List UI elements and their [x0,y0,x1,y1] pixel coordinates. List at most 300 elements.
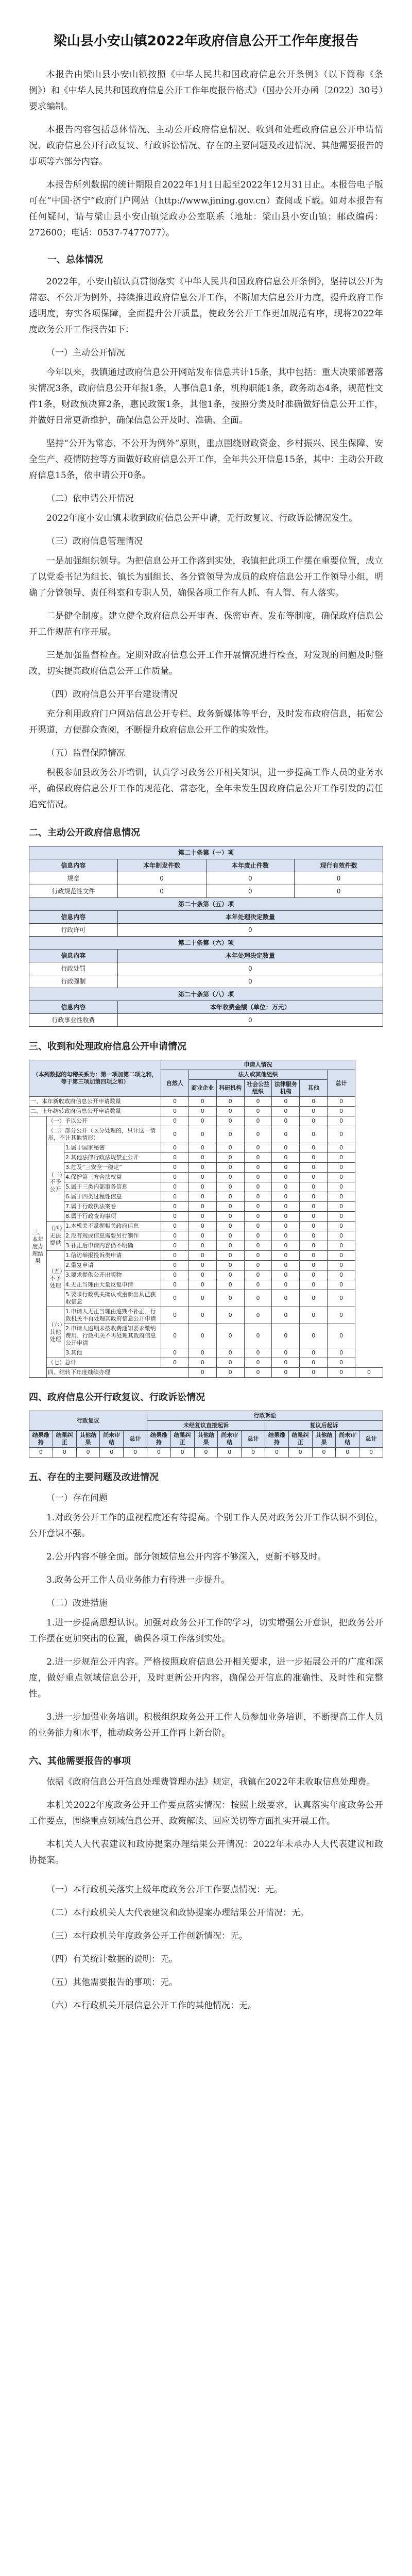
table-cell: 0 [300,1097,328,1107]
table-cell: 0 [188,1097,216,1107]
table-title: 第二十条第（一）项 [29,846,383,859]
table-cell: 0 [170,1448,194,1458]
table-header: 本年处理决定数量 [117,950,383,962]
section-heading: 五、存在的主要问题及改进情况 [29,1472,159,1483]
table-cell: 0 [272,1173,300,1182]
table-cell: 0 [216,1173,244,1182]
table-cell: 0 [244,1202,272,1212]
table-cell: 0 [76,1448,100,1458]
table-row [29,1097,383,1107]
table-cell: 0 [188,1173,216,1182]
table-header: 信息内容 [29,911,118,924]
table-cell: 0 [244,1182,272,1192]
note-paragraph: （六）本行政机关开展信息公开工作的其他情况：无。 [46,2001,256,2011]
table-cell: 0 [188,1153,216,1163]
table-cell: 0 [161,1107,189,1116]
table-cell: 0 [300,1251,328,1261]
table-corner-note: （本列数据的勾稽关系为：第一项加第二项之和，等于第三项加第四项之和） [29,1060,161,1097]
table-cell: 0 [328,1182,355,1192]
table-cell: 0 [216,1231,244,1241]
active-disclosure-table [29,846,383,1027]
table-cell: 0 [216,1212,244,1222]
table-cell: 0 [188,1368,216,1378]
table-cell: 0 [288,1448,312,1458]
review-litigation-table [29,1411,383,1458]
table-cell: 0 [328,1231,355,1241]
table-cell: 0 [300,1231,328,1241]
table-cell: 0 [328,1280,355,1290]
table-cell: 0 [244,1324,272,1348]
table-cell: 0 [161,1192,189,1202]
table-cell: 0 [244,1143,272,1153]
table-cell: 0 [188,1182,216,1192]
row-label: 2.重复申请 [64,1261,161,1270]
table-header: 结果纠正 [170,1431,194,1448]
table-header: 本年制发件数 [117,859,206,872]
table-cell: 0 [355,1368,383,1378]
row-label: 四、结转下年度继续办理 [47,1368,189,1378]
table-header: 法律服务机构 [272,1080,300,1097]
body-paragraph: 2.进一步规范公开内容。严格按照政府信息公开相关要求，进一步拓展公开的广度和深度，做好重点领域信息公开，及时更新公开内容，确保公开信息的准确性、及时性和完整性。 [29,1657,383,1699]
table-cell: 0 [161,1212,189,1222]
table-cell: 0 [300,1153,328,1163]
table-title: 第二十条第（六）项 [29,937,383,950]
table-cell: 0 [161,1241,189,1251]
table-cell: 行政事业性收费 [29,1014,118,1027]
table-cell: 0 [161,1202,189,1212]
table-cell: 0 [244,1280,272,1290]
table-header: 自然人 [161,1070,189,1097]
table-cell: 0 [272,1368,300,1378]
table-cell: 0 [244,1358,272,1368]
table-header: 科研机构 [216,1080,244,1097]
row-label: （七）总计 [47,1358,161,1368]
table-header: 复议后起诉 [265,1421,383,1431]
sub-heading: （三）政府信息管理情况 [46,536,143,547]
table-cell: 0 [161,1307,189,1324]
table-header: 本年收费金额（单位：万元） [117,1001,383,1014]
table-row [29,1448,383,1458]
body-paragraph: 三是加强监督检查。定期对政府信息公开工作开展情况进行检查，对发现的问题及时整改，切实提高政府信息公开工作质量。 [29,650,383,676]
table-cell: 0 [216,1163,244,1173]
table-cell: 0 [300,1307,328,1324]
body-paragraph: 坚持“公开为常态、不公开为例外”原则，重点围绕财政资金、乡村振兴、民生保障、安全生产、疫情防控等方面做好政府信息公开工作，全年共公开信息15条，其中：主动公开政府信息15条，依申请公开0条。 [29,438,383,481]
table-cell: 0 [216,1202,244,1212]
table-cell: 0 [244,1368,272,1378]
table-header: 本年废止件数 [206,859,295,872]
table-cell: 0 [188,1202,216,1212]
row-label: 1.本机关不掌握相关政府信息 [64,1222,161,1231]
table-row [29,1014,383,1027]
section-heading: 四、政府信息公开行政复议、行政诉讼情况 [29,1392,205,1403]
table-cell: 0 [328,1143,355,1153]
table-cell: 0 [244,1173,272,1182]
table-cell: 0 [272,1182,300,1192]
sub-heading: （五）监督保障情况 [46,748,125,758]
table-cell: 0 [188,1143,216,1153]
table-cell: 行政规范性文件 [29,885,118,898]
table-cell: 0 [300,1270,328,1280]
row-label: 6.属于四类过程性信息 [64,1192,161,1202]
table-cell: 0 [29,1448,53,1458]
table-cell: 0 [300,1182,328,1192]
table-cell: 0 [100,1448,124,1458]
table-cell: 0 [295,872,383,885]
table-cell: 0 [300,1126,328,1143]
table-cell: 0 [272,1290,300,1307]
table-cell: 0 [188,1222,216,1231]
body-paragraph: 1.对政务公开工作的重视程度还有待提高。个别工作人员对政务公开工作认识不到位，公开意识不强。 [29,1513,383,1539]
section-lead: 2022年，小安山镇认真贯彻落实《中华人民共和国政府信息公开条例》，坚持以公开为常态、不公开为例外，持续推进政府信息公开工作，不断加大信息公开力度，提升政府工作透明度，夯实各项保障，全面提升公开质量，使政务公开工作更加规范有序，现将2022年度政务公开工作报告如下： [29,277,383,335]
table-row [29,1307,383,1324]
table-cell: 0 [161,1324,189,1348]
table-cell: 0 [265,1448,288,1458]
table-cell: 0 [244,1270,272,1280]
table-row [29,1358,383,1368]
table-header: 本年处理决定数量 [117,911,383,924]
table-header: 其他结果 [312,1431,336,1448]
table-cell: 0 [161,1153,189,1163]
table-row [29,1163,383,1173]
row-subgroup-label: （五）不予处理 [47,1251,64,1307]
table-header: 信息内容 [29,859,118,872]
row-label: 4.保护第三方合法权益 [64,1173,161,1182]
table-cell: 0 [272,1358,300,1368]
table-cell: 0 [244,1116,272,1126]
body-paragraph: 积极参加县政务公开培训，认真学习政务公开相关知识，进一步提高工作人员的业务水平，确保政府信息公开工作的规范化、常态化，全年未发生因政府信息公开工作引发的责任追究情况。 [29,768,383,810]
row-label: 1.信访举报投诉类申请 [64,1251,161,1261]
table-header: 结果维持 [147,1431,170,1448]
body-paragraph: 今年以来，我镇通过政府信息公开网站发布信息共计15条，其中包括：重大决策部署落实情况3条，政府信息公开年报1条，人事信息1条，机构职能1条，政务动态4条，规范性文件1条，财政预决算2条，惠民政策1条，其他1条，按照分类及时准确做好信息公开工作，并做好日常更新维护，确保信息公开及时、准确、全面。 [29,367,383,426]
table-cell: 0 [117,1014,383,1027]
body-paragraph: 2022年度小安山镇未收到政府信息公开申请，无行政复议、行政诉讼情况发生。 [46,513,358,523]
row-label: （一）予以公开 [47,1116,161,1126]
table-cell: 0 [216,1307,244,1324]
table-header: 结果纠正 [288,1431,312,1448]
table-cell: 0 [300,1324,328,1348]
table-cell: 0 [244,1192,272,1202]
intro-paragraph: 本报告内容包括总体情况、主动公开政府信息情况、收到和处理政府信息公开申请情况、政府信息公开行政复议、行政诉讼情况、存在的主要问题及改进情况、其他需要报告的事项等六部分内容。 [29,125,383,167]
table-header: 法人或其他组织 [188,1070,327,1080]
table-cell: 0 [117,885,206,898]
table-cell: 0 [161,1097,189,1107]
row-label: 4.无正当理由大量反复申请 [64,1280,161,1290]
table-cell: 0 [272,1202,300,1212]
table-cell: 0 [272,1222,300,1231]
table-cell: 0 [244,1241,272,1251]
table-cell: 0 [216,1182,244,1192]
table-cell: 0 [272,1143,300,1153]
body-paragraph: 1.进一步提高思想认识。加强对政务公开工作的学习，切实增强公开意识，把政务公开工作摆在更加突出的位置，确保各项工作落到实处。 [29,1618,383,1644]
table-cell: 0 [300,1212,328,1222]
table-cell: 0 [124,1448,147,1458]
section-heading: 六、其他需要报告的事项 [29,1756,131,1767]
row-label: 3.其他 [64,1348,161,1358]
table-cell: 0 [188,1358,216,1368]
table-row [29,1107,383,1116]
table-cell: 0 [147,1448,170,1458]
table-cell: 0 [161,1143,189,1153]
table-cell: 0 [244,1231,272,1241]
table-header: 结果维持 [265,1431,288,1448]
table-cell: 0 [117,924,383,937]
table-row [29,885,383,898]
note-paragraph: （二）本行政机关人大代表建议和政协提案办理结果公开情况：无。 [46,1908,309,1918]
section-heading: 一、总体情况 [47,255,103,265]
table-row [29,1290,383,1307]
table-cell: 0 [359,1448,383,1458]
sub-heading: （一）存在问题 [46,1493,108,1503]
table-header: 商业企业 [188,1080,216,1097]
table-cell: 行政强制 [29,975,118,988]
table-row [29,872,383,885]
table-row [29,1143,383,1153]
table-row [29,1270,383,1280]
table-cell: 0 [272,1116,300,1126]
table-cell: 0 [188,1192,216,1202]
table-cell: 0 [328,1116,355,1126]
table-cell: 0 [328,1163,355,1173]
table-cell: 0 [244,1222,272,1231]
table-cell: 0 [272,1097,300,1107]
table-cell: 0 [328,1358,355,1368]
row-label: 8.属于行政查询事项 [64,1212,161,1222]
table-cell: 0 [272,1212,300,1222]
table-header: 总计 [124,1431,147,1448]
intro-paragraph: 本报告由梁山县小安山镇按照《中华人民共和国政府信息公开条例》（以下简称《条例》）和《中华人民共和国政府信息公开工作年度报告格式》（国办公开办函〔2022〕30号）要求编制。 [29,70,383,112]
row-subgroup-label: （四）无法提供 [47,1222,64,1251]
table-cell: 0 [328,1368,355,1378]
table-row [29,1222,383,1231]
body-paragraph: 2.公开内容不够全面。部分领域信息公开内容不够深入，更新不够及时。 [46,1552,327,1562]
row-label: 7.属于行政执法案卷 [64,1202,161,1212]
table-cell: 0 [188,1251,216,1261]
table-cell: 0 [328,1251,355,1261]
section-heading: 二、主动公开政府信息情况 [29,827,140,838]
row-label: 二、上年结转政府信息公开申请数量 [29,1107,161,1116]
table-cell: 0 [300,1192,328,1202]
table-cell: 0 [206,885,295,898]
table-cell: 0 [216,1116,244,1126]
table-cell: 0 [188,1307,216,1324]
table-row [29,1368,383,1378]
table-cell: 0 [300,1202,328,1212]
table-cell: 0 [328,1202,355,1212]
table-cell: 0 [328,1107,355,1116]
table-title: 第二十条第（八）项 [29,988,383,1001]
table-cell: 0 [244,1251,272,1261]
table-cell: 0 [336,1448,359,1458]
row-label: 2.没有现成信息需要另行制作 [64,1231,161,1241]
table-cell: 0 [328,1348,355,1358]
sub-heading: （四）政府信息公开平台建设情况 [46,689,178,700]
table-cell: 0 [161,1261,189,1270]
table-header: 尚未审结 [218,1431,242,1448]
row-label: 3.要求提供公开出版物 [64,1270,161,1280]
table-cell: 0 [117,962,383,975]
table-cell: 0 [161,1290,189,1307]
table-cell: 0 [272,1126,300,1143]
table-cell: 0 [216,1270,244,1280]
row-label: （二）部分公开（区分处理的，只计这一情形，不计其他情形） [47,1126,161,1143]
table-cell: 0 [300,1290,328,1307]
body-paragraph: 本机关人大代表建议和政协提案办理结果公开情况：2022年未承办人大代表建议和政协提案。 [29,1839,383,1866]
table-cell: 0 [244,1097,272,1107]
table-cell: 0 [216,1358,244,1368]
table-cell: 0 [328,1192,355,1202]
table-cell: 0 [244,1153,272,1163]
row-label: 1.属于国家秘密 [64,1143,161,1153]
table-header: 结果维持 [29,1431,53,1448]
table-cell: 0 [328,1222,355,1231]
table-cell: 0 [272,1107,300,1116]
table-row [29,1231,383,1241]
table-cell: 0 [161,1280,189,1290]
table-cell: 0 [272,1192,300,1202]
table-cell: 0 [300,1368,328,1378]
table-cell: 0 [216,1126,244,1143]
body-paragraph: 充分利用政府门户网站信息公开专栏、政务新媒体等平台，及时发布政府信息，拓宽公开渠道，方便群众查阅，不断提升政府信息公开工作的实效性。 [29,709,383,735]
table-cell: 0 [188,1324,216,1348]
table-header: 其他 [300,1080,328,1097]
table-cell: 0 [272,1153,300,1163]
table-cell: 0 [161,1222,189,1231]
table-cell: 0 [206,872,295,885]
table-cell: 0 [295,885,383,898]
table-row [29,1153,383,1163]
table-cell: 0 [300,1348,328,1358]
note-paragraph: （三）本行政机关年度政务公开工作创新情况：无。 [46,1931,248,1941]
row-subgroup-label: （三）不予公开 [47,1143,64,1222]
table-header: 总计 [359,1431,383,1448]
table-cell: 0 [216,1097,244,1107]
table-cell: 0 [244,1261,272,1270]
table-cell: 0 [188,1280,216,1290]
table-cell: 0 [272,1163,300,1173]
row-label: 2.申请人逾期未按收费通知要求缴纳费用、行政机关不再处理其政府信息公开申请 [64,1324,161,1348]
table-row [29,1324,383,1348]
table-cell: 0 [328,1097,355,1107]
note-paragraph: （五）其他需要报告的事项：无。 [46,1977,178,1988]
table-cell: 0 [328,1153,355,1163]
table-row [29,1192,383,1202]
table-cell: 0 [244,1290,272,1307]
table-row [29,1126,383,1143]
sub-heading: （二）依申请公开情况 [46,494,134,504]
table-cell: 0 [328,1324,355,1348]
table-cell: 0 [161,1348,189,1358]
table-header: 信息内容 [29,1001,118,1014]
table-cell: 0 [161,1182,189,1192]
body-paragraph: 本机关2022年度政务公开工作要点落实情况：按照上级要求，认真落实年度政务公开工作要点，围绕重点领域信息公开、政策解读、回应关切等方面扎实开展工作。 [29,1800,383,1826]
table-row [29,924,383,937]
table-header: 未经复议直接起诉 [147,1421,265,1431]
intro-paragraph: 本报告所列数据的统计期限自2022年1月1日起至2022年12月31日止。本报告电子版可在“中国·济宁”政府门户网站（http://www.jining.gov.cn）查阅或下载。如对本报告有任何疑问，请与梁山县小安山镇党政办公室联系（地址：梁山县小安山镇；邮政编码：272600；电话：0537-7477077）。 [29,180,383,238]
table-cell: 0 [216,1222,244,1231]
table-title: 第二十条第（五）项 [29,898,383,911]
table-row [29,962,383,975]
table-header: 行政复议 [29,1411,147,1431]
table-cell: 0 [300,1143,328,1153]
table-cell: 0 [117,872,206,885]
table-cell: 0 [216,1324,244,1348]
table-header: 信息内容 [29,950,118,962]
table-cell: 行政许可 [29,924,118,937]
table-cell: 0 [188,1270,216,1280]
table-cell: 0 [188,1231,216,1241]
table-cell: 0 [161,1358,189,1368]
table-cell: 0 [300,1261,328,1270]
table-cell: 0 [244,1107,272,1116]
table-row [29,1280,383,1290]
table-cell: 0 [188,1348,216,1358]
sub-heading: （一）主动公开情况 [46,348,125,358]
table-cell: 0 [328,1212,355,1222]
table-cell: 0 [272,1280,300,1290]
table-cell: 0 [244,1348,272,1358]
table-header: 总计 [328,1070,355,1097]
table-cell: 0 [300,1173,328,1182]
table-cell: 0 [272,1251,300,1261]
table-cell: 0 [272,1261,300,1270]
table-cell: 0 [161,1251,189,1261]
table-cell: 行政处罚 [29,962,118,975]
table-cell: 0 [272,1307,300,1324]
table-cell: 0 [300,1163,328,1173]
table-cell: 0 [218,1448,242,1458]
table-cell: 0 [328,1307,355,1324]
table-row [29,1182,383,1192]
table-cell: 0 [161,1173,189,1182]
table-cell: 0 [244,1307,272,1324]
body-paragraph: 一是加强组织领导。为把信息公开工作落到实处，我镇把此项工作摆在重要位置，成立了以党委书记为组长、镇长为副组长、各分管领导为成员的政府信息公开工作领导小组，明确了分管领导、责任科室和专职人员，确保各项工作有人抓、有人管、有人落实。 [29,556,383,598]
table-cell: 0 [161,1126,189,1143]
table-row [29,1212,383,1222]
table-cell: 0 [216,1261,244,1270]
table-cell: 0 [272,1324,300,1348]
table-cell: 0 [188,1241,216,1251]
body-paragraph: 3.政务公开工作人员业务能力有待进一步提升。 [46,1575,230,1585]
table-cell: 0 [216,1280,244,1290]
table-cell: 0 [161,1116,189,1126]
sub-heading: （二）改进措施 [46,1598,108,1608]
table-cell: 0 [300,1107,328,1116]
table-cell: 0 [161,1163,189,1173]
application-table [29,1060,383,1378]
row-label: 2.其他法律行政法规禁止公开 [64,1153,161,1163]
section-heading: 三、收到和处理政府信息公开申请情况 [29,1041,186,1052]
table-row [29,1251,383,1261]
table-header: 尚未审结 [336,1431,359,1448]
row-group-label: 三、本年度办理结果 [29,1116,47,1378]
table-cell: 0 [188,1107,216,1116]
table-cell: 0 [188,1261,216,1270]
table-cell: 0 [161,1270,189,1280]
table-cell: 0 [300,1241,328,1251]
table-header: 社会公益组织 [244,1080,272,1097]
table-cell: 0 [328,1173,355,1182]
table-cell: 0 [188,1163,216,1173]
report-title: 梁山县小安山镇2022年政府信息公开工作年度报告 [53,33,359,49]
table-cell: 0 [244,1212,272,1222]
row-label: 3.补正后申请内容仍不明确 [64,1241,161,1251]
note-paragraph: （一）本行政机关落实上级年度政务公开工作要点情况：无。 [46,1885,283,1895]
table-cell: 0 [53,1448,76,1458]
table-cell: 0 [300,1280,328,1290]
table-cell: 0 [194,1448,218,1458]
table-cell: 0 [117,975,383,988]
row-label: 1.申请人无正当理由逾期不补正、行政机关不再处理其政府信息公开申请 [64,1307,161,1324]
